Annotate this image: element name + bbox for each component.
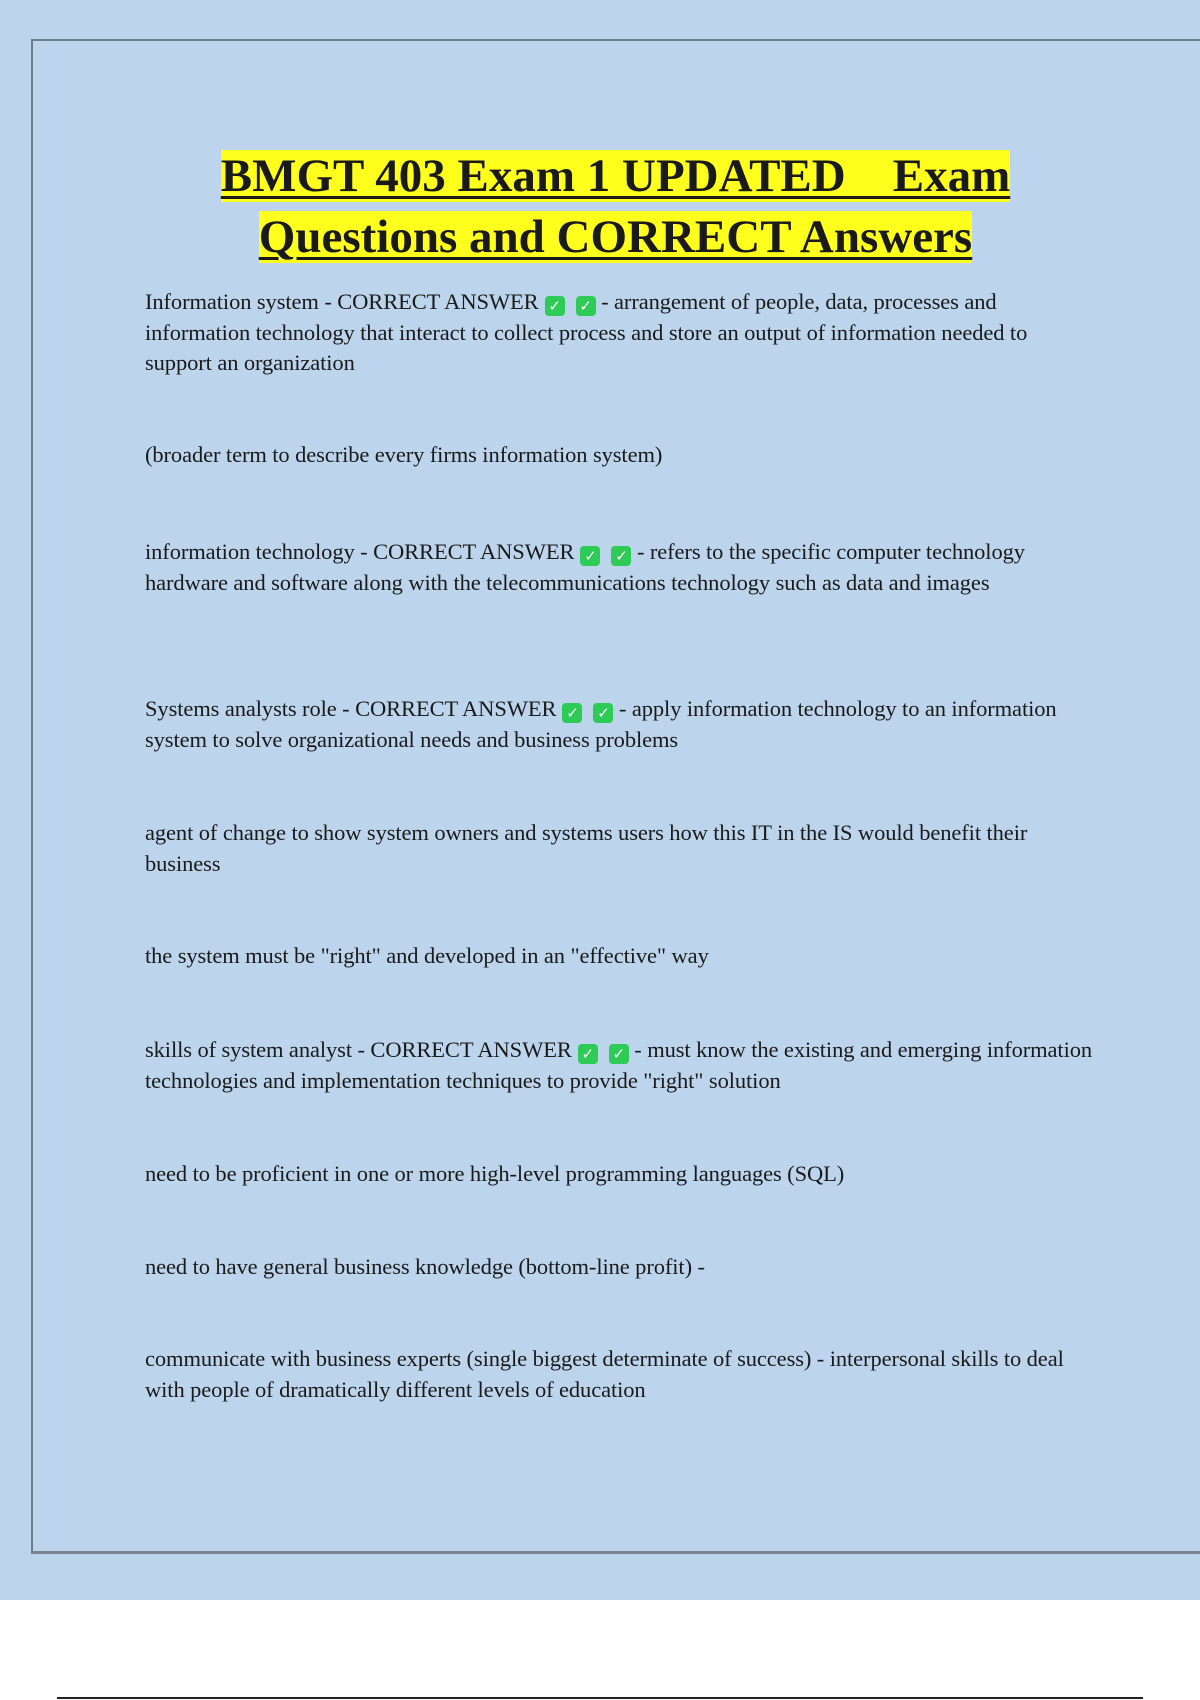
- qa-term: Systems analysts role - CORRECT ANSWER: [145, 696, 557, 721]
- qa-answer: - refers to the specific computer technology hardware and software along with the telecommunications technology such as data and images: [145, 539, 1025, 595]
- note-text: communicate with business experts (single biggest determinate of success) - interpersonal skills to deal with people of dramatically different levels of education: [145, 1346, 1064, 1402]
- qa-answer: - apply information technology to an information system to solve organizational needs and business problems: [145, 696, 1057, 752]
- check-icon: ✓: [609, 1044, 629, 1064]
- qa-note-programming-languages: [145, 1159, 1095, 1190]
- check-icon: ✓: [545, 296, 565, 316]
- footer-divider: [57, 1697, 1143, 1699]
- title-line-1: BMGT 403 Exam 1 UPDATED Exam: [220, 150, 1011, 202]
- check-icon: ✓: [593, 703, 613, 723]
- qa-note-communicate: [145, 1344, 1095, 1405]
- check-icon: ✓: [562, 703, 582, 723]
- document-title: [31, 146, 1200, 268]
- qa-entry-information-technology: [145, 537, 1095, 598]
- qa-term: Information system - CORRECT ANSWER: [145, 289, 539, 314]
- title-line-2: Questions and CORRECT Answers: [258, 211, 973, 263]
- qa-answer: - arrangement of people, data, processes and information technology that interact to collect process and store an output of information needed to support an organization: [145, 289, 1028, 375]
- qa-entry-systems-analysts-role: [145, 694, 1095, 755]
- check-icon: ✓: [576, 296, 596, 316]
- note-text: need to be proficient in one or more high-level programming languages (SQL): [145, 1161, 845, 1186]
- qa-note-right-system: [145, 941, 1095, 972]
- qa-entry-skills-of-system-analyst: [145, 1035, 1095, 1096]
- check-icon: ✓: [611, 546, 631, 566]
- check-icon: ✓: [580, 546, 600, 566]
- qa-term: skills of system analyst - CORRECT ANSWER: [145, 1037, 572, 1062]
- qa-term: information technology - CORRECT ANSWER: [145, 539, 575, 564]
- qa-note-broader-term: [145, 440, 1095, 471]
- note-text: (broader term to describe every firms information system): [145, 442, 663, 467]
- check-icon: ✓: [578, 1044, 598, 1064]
- note-text: agent of change to show system owners and systems users how this IT in the IS would benefit their business: [145, 820, 1028, 876]
- note-text: the system must be "right" and developed in an "effective" way: [145, 943, 709, 968]
- note-text: need to have general business knowledge (bottom-line profit) -: [145, 1254, 705, 1279]
- qa-answer: - must know the existing and emerging information technologies and implementation techniques to provide "right" solution: [145, 1037, 1093, 1093]
- qa-entry-information-system: [145, 287, 1095, 379]
- qa-note-business-knowledge: [145, 1252, 1095, 1283]
- qa-note-agent-of-change: [145, 818, 1095, 879]
